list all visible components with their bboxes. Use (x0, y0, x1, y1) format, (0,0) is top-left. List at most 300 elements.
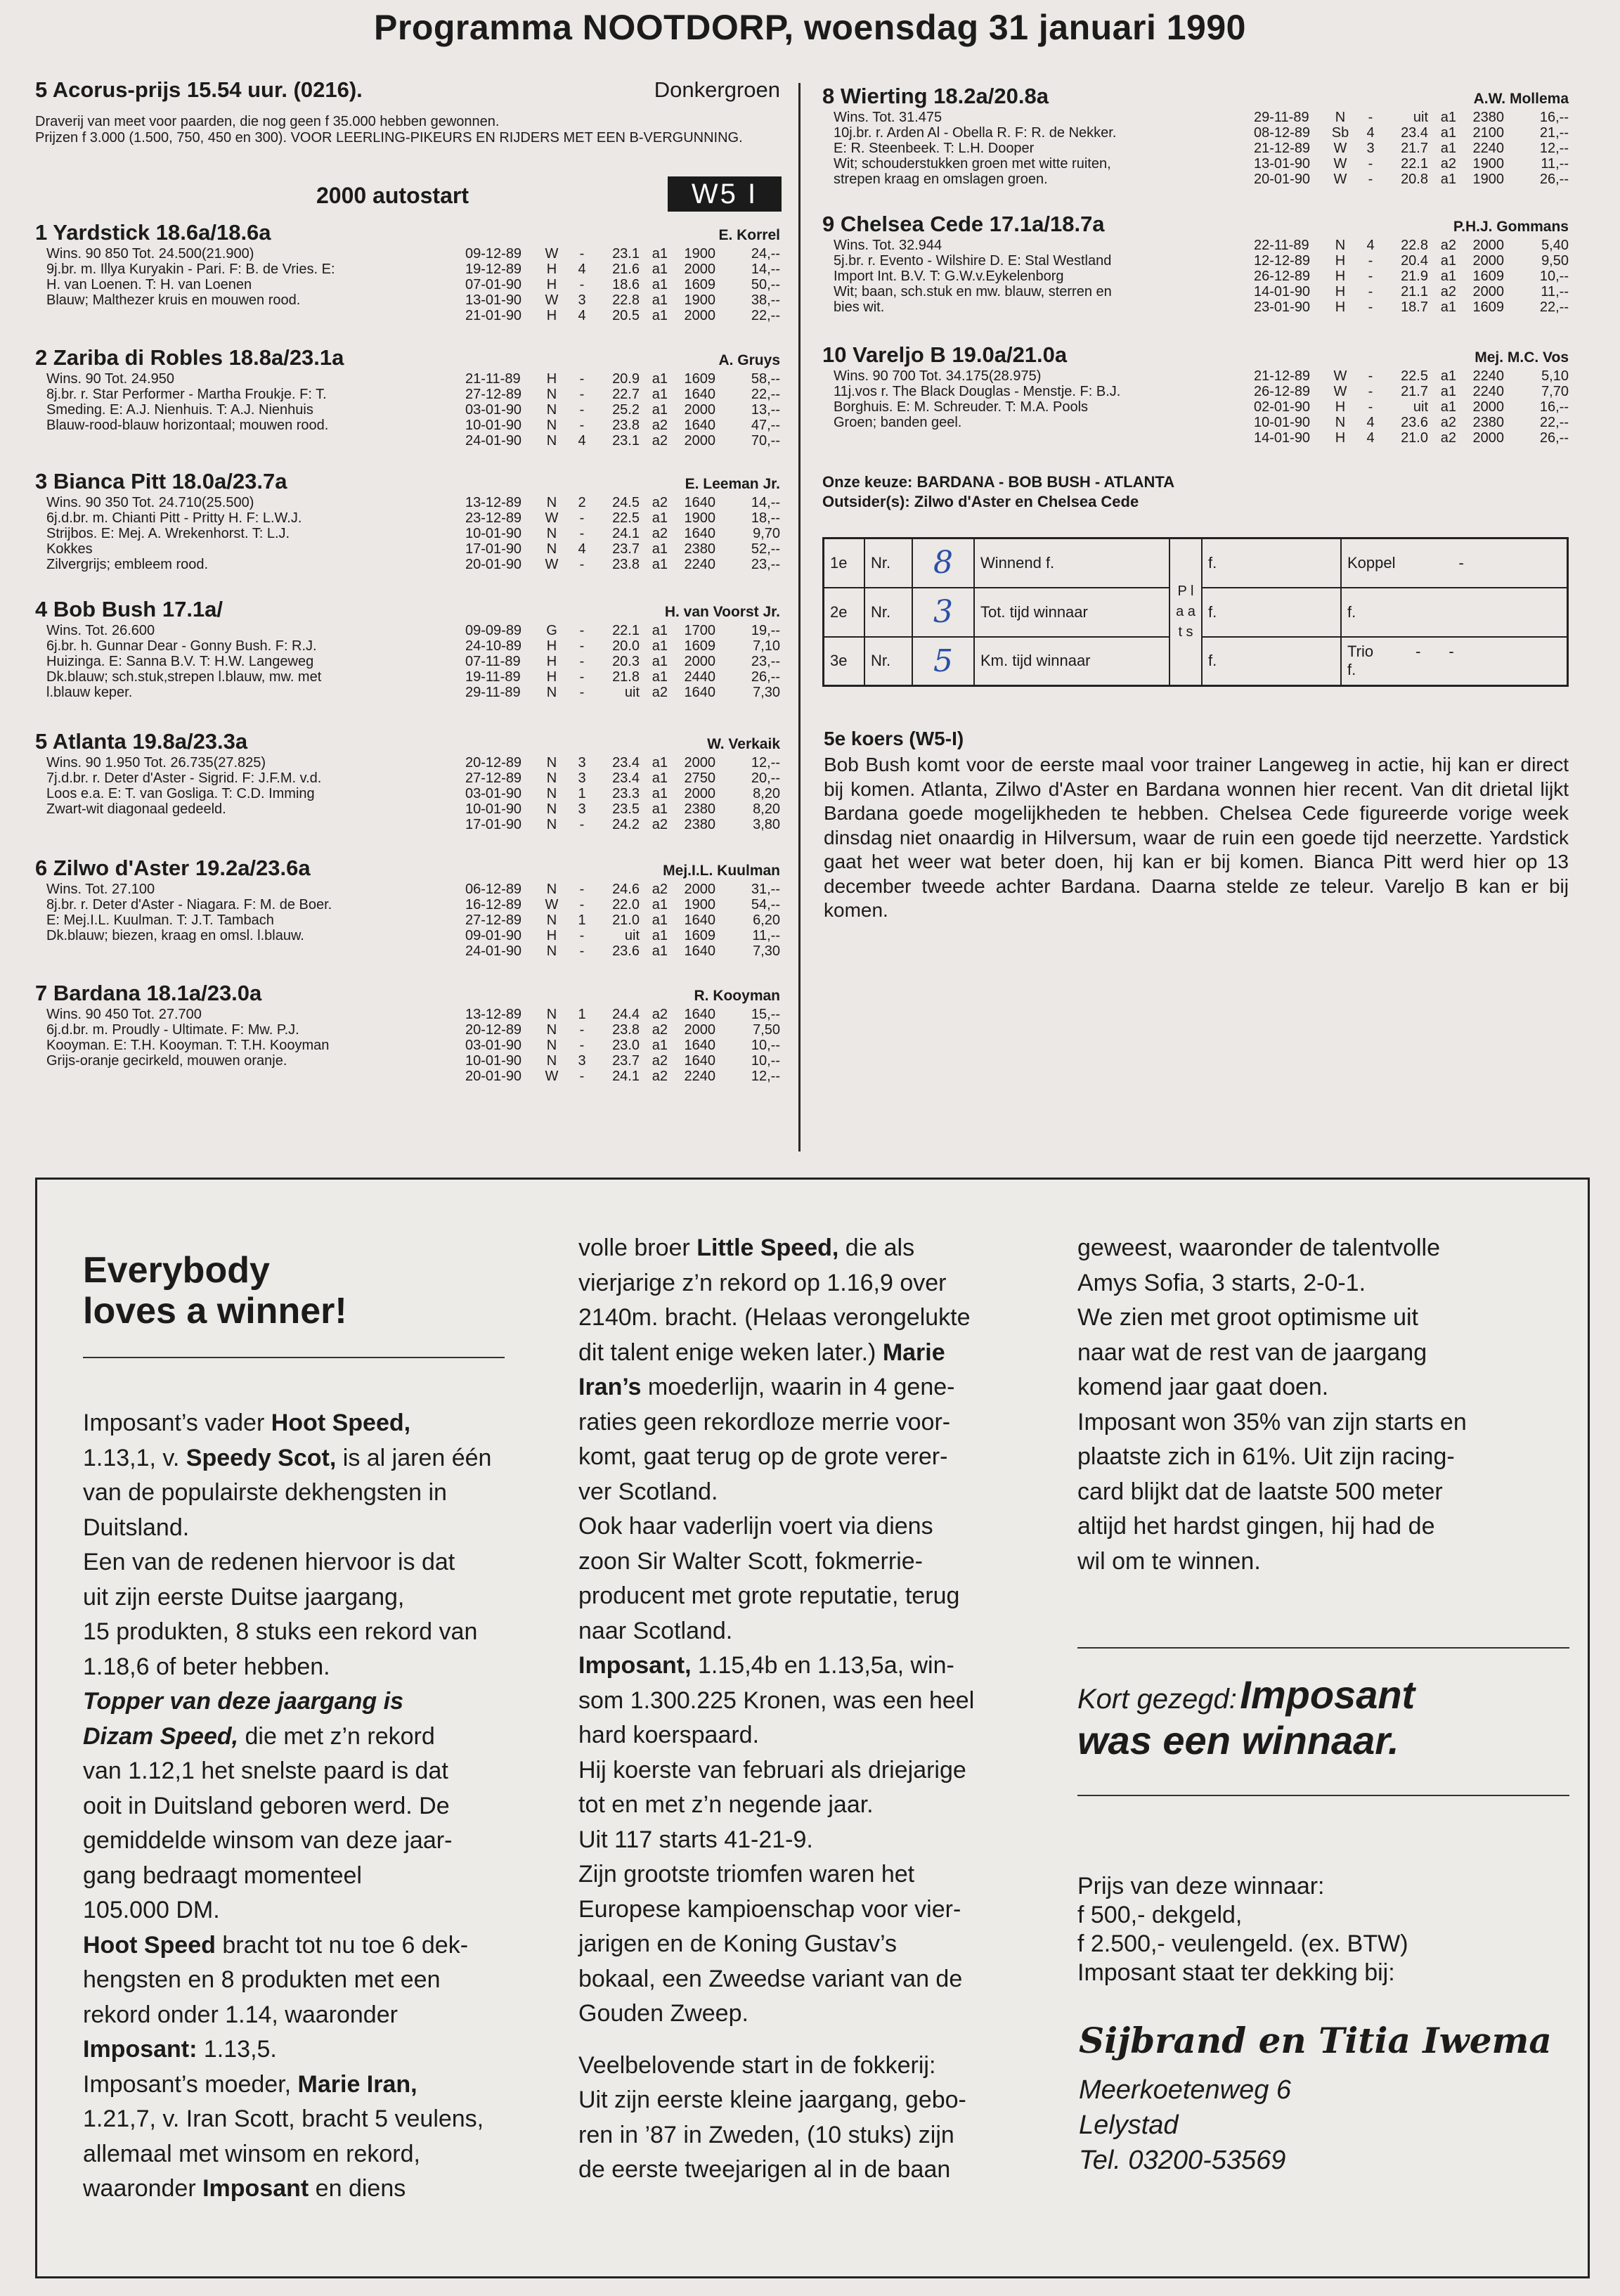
result-cell: 26-12-89 (1254, 269, 1311, 284)
result-cell: a1 (1440, 399, 1456, 415)
result-cell: N (546, 786, 557, 801)
horse-entry (35, 344, 780, 449)
horse-entry (822, 211, 1569, 315)
result-cell: H (1335, 253, 1346, 269)
phone-line: Tel. 03200-53569 (1079, 2146, 1286, 2175)
result-cell: 7,30 (753, 685, 780, 700)
result-cell: a1 (652, 308, 668, 323)
result-cell: 4 (1366, 415, 1375, 430)
ad-column-2: volle broer Little Speed, die als vierjarige z’n rekord op 1.16,9 over 2140m. bracht. (Helaas verongelukte dit talent enige weken later.) Marie Iran’s moederlijn, waarin in 4 gene- raties geen rekordloze merrie voor- komt, gaat terug op de grote verer- ver Scotland. Ook haar vaderlijn voert via diens zoon Sir Walter Scott, fokmerrie- producent met grote reputatie, terug naar Scotland. Imposant, 1.15,4b en 1.13,5a, win- som 1.300.225 Kronen, was een heel hard koerspaard. Hij koerste van februari als driejarige tot en met z’n negende jaar. Uit 117 starts 41-21-9. Zijn grootste triomfen waren het Europese kampioenschap voor vier- jarigen en de Koning Gustav’s bokaal, een Zweedse variant van de Gouden Zweep. Veelbelovende start in de fokkerij: Uit zijn eerste kleine jaargang, gebo- ren in ’87 in Zweden, (10 stuks) zijn de eerste tweejarigen al in de baan (578, 1234, 975, 2183)
result-cell: a2 (652, 418, 668, 433)
horse-entry (35, 596, 780, 700)
result-cell: 23.6 (612, 943, 640, 959)
result-cell: 22.5 (612, 510, 640, 526)
result-cell: - (579, 882, 585, 897)
prediction (822, 472, 1174, 512)
price-line: f 2.500,- veulengeld. (ex. BTW) (1077, 1930, 1408, 1957)
trio-f: f. (1347, 661, 1356, 679)
result-cell: 1900 (684, 292, 715, 308)
result-cell: 3 (578, 801, 586, 817)
result-cell: N (546, 1053, 557, 1069)
result-cell: N (1335, 238, 1346, 253)
result-cell: - (1368, 368, 1373, 384)
result-row (465, 510, 780, 526)
result-cell: 5,40 (1541, 238, 1569, 253)
result-cell: 06-12-89 (465, 882, 522, 897)
result-cell: 2000 (684, 1022, 715, 1038)
tot-tijd-label: Tot. tijd winnaar (974, 588, 1169, 637)
kort-gezegd (1077, 1672, 1569, 1763)
result-row (465, 277, 780, 292)
result-cell: 23.7 (612, 1053, 640, 1069)
result-cell: 1 (578, 786, 586, 801)
result-cell: 3 (1366, 141, 1375, 156)
result-cell: 10-01-90 (465, 1053, 522, 1069)
ad-headline (83, 1250, 347, 1331)
result-cell: 1 (578, 1007, 586, 1022)
result-row (1254, 253, 1569, 269)
trio-label: Trio (1347, 643, 1374, 661)
result-row (1254, 110, 1569, 125)
page-title: Programma NOOTDORP, woensdag 31 januari 1990 (374, 8, 1246, 47)
result-cell: a1 (652, 770, 668, 786)
result-row (1254, 430, 1569, 446)
result-cell: a1 (652, 1038, 668, 1053)
horse-info-line: Wins. Tot. 31.475 (834, 110, 942, 125)
result-cell: 19-12-89 (465, 262, 522, 277)
horse-info-line: Zilvergrijs; embleem rood. (46, 557, 209, 572)
result-cell: 4 (1366, 238, 1375, 253)
horse-name: 9 Chelsea Cede 17.1a/18.7a (822, 212, 1105, 236)
race-title: 5 Acorus-prijs 15.54 uur. (0216). (35, 77, 363, 102)
result-cell: 4 (578, 308, 586, 323)
result-cell: 16,-- (1539, 110, 1569, 125)
result-cell: N (546, 1007, 557, 1022)
result-cell: H (546, 669, 557, 685)
result-cell: W (545, 897, 559, 912)
horse-info (46, 1007, 426, 1069)
result-cell: N (546, 1022, 557, 1038)
result-cell: - (579, 1038, 585, 1053)
koppel-dash: - (1458, 553, 1464, 572)
result-cell: 23.8 (612, 418, 640, 433)
result-cell: - (579, 510, 585, 526)
result-cell: N (546, 817, 557, 832)
result-cell: 20-01-90 (465, 1069, 522, 1084)
result-cell: 21-12-89 (1254, 368, 1311, 384)
address (1079, 2072, 1291, 2178)
result-cell: 23,-- (751, 654, 780, 669)
result-cell: - (1368, 253, 1373, 269)
result-cell: 2000 (684, 262, 715, 277)
result-cell: a1 (652, 897, 668, 912)
horse-info-line: Wins. 90 850 Tot. 24.500(21.900) (46, 246, 254, 262)
result-cell: a1 (652, 387, 668, 402)
horse-entry (35, 980, 780, 1084)
result-cell: 1900 (1472, 172, 1504, 187)
result-cell: a2 (652, 882, 668, 897)
nr-label: Nr. (864, 588, 912, 637)
result-cell: 2000 (684, 433, 715, 449)
result-cell: 24,-- (751, 246, 780, 262)
result-cell: a2 (1440, 238, 1456, 253)
result-cell: - (579, 246, 585, 262)
result-cell: 22.1 (1401, 156, 1428, 172)
result-row (465, 262, 780, 277)
result-cell: 21.1 (1401, 284, 1428, 299)
horse-info-line: Wins. 90 450 Tot. 27.700 (46, 1007, 202, 1022)
result-cell: 26,-- (751, 669, 780, 685)
result-cell: 7,10 (753, 638, 780, 654)
result-cell: 27-12-89 (465, 912, 522, 928)
horse-trainer: A.W. Mollema (1473, 91, 1569, 107)
result-cell: 2000 (1472, 399, 1504, 415)
result-cell: 6,20 (753, 912, 780, 928)
result-cell: 1640 (684, 1053, 715, 1069)
result-row (465, 402, 780, 418)
result-cell: N (1335, 415, 1346, 430)
result-cell: a1 (1440, 368, 1456, 384)
result-cell: 23.4 (612, 770, 640, 786)
result-cell: W (1333, 368, 1347, 384)
race-desc-line: Draverij van meet voor paarden, die nog geen f 35.000 hebben gewonnen. (35, 114, 500, 129)
result-cell: 2240 (1472, 141, 1504, 156)
horse-entry (822, 83, 1569, 187)
result-cell: 23.1 (612, 246, 640, 262)
result-cell: N (546, 418, 557, 433)
result-cell: H (1335, 299, 1346, 315)
horse-info (46, 882, 426, 943)
result-cell: 19-11-89 (465, 669, 521, 685)
result-row (465, 801, 780, 817)
result-cell: a1 (652, 669, 668, 685)
result-row (1254, 125, 1569, 141)
horse-info-line: 6j.d.br. m. Chianti Pitt - Pritty H. F: L.W.J. (46, 510, 302, 526)
result-cell: H (546, 638, 557, 654)
result-cell: 3 (578, 770, 586, 786)
result-cell: 1 (578, 912, 586, 928)
result-cell: 26,-- (1539, 172, 1569, 187)
horse-results (465, 495, 780, 572)
result-cell: 22.5 (1401, 368, 1428, 384)
result-cell: a1 (1440, 110, 1456, 125)
horse-info (834, 368, 1213, 430)
horse-entry (35, 468, 780, 572)
horse-info-line: Dk.blauw; biezen, kraag en omsl. l.blauw. (46, 928, 304, 943)
horse-name: 4 Bob Bush 17.1a/ (35, 597, 223, 621)
result-cell: 09-01-90 (465, 928, 522, 943)
result-cell: N (546, 943, 557, 959)
result-cell: 19,-- (751, 623, 780, 638)
result-cell: 1640 (684, 1007, 715, 1022)
horse-name: 2 Zariba di Robles 18.8a/23.1a (35, 345, 344, 370)
koppel-label: Koppel (1347, 553, 1396, 572)
trio-dash: - (1449, 643, 1454, 661)
result-cell: 09-12-89 (465, 246, 522, 262)
price-block (1077, 1872, 1408, 1987)
result-cell: 29-11-89 (1254, 110, 1309, 125)
result-cell: 23-01-90 (1254, 299, 1311, 315)
horse-results (1254, 238, 1569, 315)
result-cell: 24-10-89 (465, 638, 522, 654)
horse-info-line: Smeding. E: A.J. Nienhuis. T: A.J. Nienhuis (46, 402, 313, 418)
result-row (1254, 384, 1569, 399)
result-row (465, 669, 780, 685)
horse-info-line: l.blauw keper. (46, 685, 133, 700)
horse-info (834, 238, 1213, 315)
result-cell: 47,-- (751, 418, 780, 433)
result-cell: - (579, 928, 585, 943)
horse-results (1254, 368, 1569, 446)
race-distance: 2000 autostart (316, 183, 469, 208)
result-cell: - (1368, 384, 1373, 399)
result-row (465, 943, 780, 959)
result-cell: 38,-- (751, 292, 780, 308)
result-cell: 2380 (684, 801, 715, 817)
result-cell: 22-11-89 (1254, 238, 1309, 253)
result-cell: 3 (578, 1053, 586, 1069)
horse-info-line: Wins. 90 350 Tot. 24.710(25.500) (46, 495, 254, 510)
advertisement-box (35, 1178, 1590, 2278)
result-cell: 21-01-90 (465, 308, 522, 323)
horse-info-line: Groen; banden geel. (834, 415, 962, 430)
plaats-f-1: f. (1202, 538, 1341, 588)
result-cell: 23-12-89 (465, 510, 522, 526)
result-row (465, 1022, 780, 1038)
result-cell: 08-12-89 (1254, 125, 1311, 141)
result-cell: 2380 (684, 541, 715, 557)
result-cell: a2 (1440, 284, 1456, 299)
result-cell: - (579, 623, 585, 638)
result-cell: H (546, 928, 557, 943)
result-cell: a2 (1440, 415, 1456, 430)
ad-divider (1077, 1795, 1569, 1796)
result-cell: H (1335, 284, 1346, 299)
result-cell: a1 (652, 402, 668, 418)
result-cell: H (546, 654, 557, 669)
result-cell: a1 (652, 246, 668, 262)
horse-trainer: E. Leeman Jr. (685, 476, 780, 492)
result-cell: 1640 (684, 526, 715, 541)
result-cell: - (579, 526, 585, 541)
horse-info-line: Loos e.a. E: T. van Gosliga. T: C.D. Imming (46, 786, 315, 801)
result-cell: 14-01-90 (1254, 430, 1311, 446)
result-row (465, 770, 780, 786)
result-cell: 18,-- (751, 510, 780, 526)
result-cell: 2380 (1472, 415, 1504, 430)
horse-info-line: bies wit. (834, 299, 885, 315)
horse-results (465, 371, 780, 449)
result-cell: 4 (578, 262, 586, 277)
result-cell: - (579, 943, 585, 959)
horse-info (46, 246, 426, 308)
horse-info-line: Grijs-oranje gecirkeld, mouwen oranje. (46, 1053, 287, 1069)
result-cell: 1640 (684, 495, 715, 510)
result-cell: 22.8 (1401, 238, 1428, 253)
result-row (465, 623, 780, 638)
result-cell: 24-01-90 (465, 433, 522, 449)
result-cell: 21.0 (1401, 430, 1428, 446)
horse-info (46, 623, 426, 700)
result-cell: - (579, 371, 585, 387)
result-cell: 09-09-89 (465, 623, 522, 638)
result-cell: 2000 (684, 786, 715, 801)
result-cell: 21.0 (612, 912, 640, 928)
ad-divider (83, 1357, 505, 1358)
horse-info-line: 9j.br. m. Illya Kuryakin - Pari. F: B. de Vries. E: (46, 262, 335, 277)
result-row (1254, 141, 1569, 156)
result-cell: 10-01-90 (1254, 415, 1311, 430)
horse-info-line: 8j.br. r. Star Performer - Martha Froukje. F: T. (46, 387, 327, 402)
result-cell: - (579, 654, 585, 669)
result-cell: 22.1 (612, 623, 640, 638)
result-row (1254, 172, 1569, 187)
result-cell: 13-12-89 (465, 1007, 522, 1022)
result-row (465, 897, 780, 912)
result-cell: 21.9 (1401, 269, 1428, 284)
result-cell: 16-12-89 (465, 897, 522, 912)
result-cell: a2 (1440, 430, 1456, 446)
result-cell: 2100 (1472, 125, 1504, 141)
plaats-label: P l a a t s (1169, 538, 1202, 686)
horse-info-line: Import Int. B.V. T: G.W.v.Eykelenborg (834, 269, 1064, 284)
horse-results (465, 882, 780, 959)
result-cell: N (546, 495, 557, 510)
horse-trainer: R. Kooyman (694, 988, 780, 1004)
result-cell: a1 (652, 371, 668, 387)
result-cell: N (546, 541, 557, 557)
result-cell: 13-12-89 (465, 495, 522, 510)
result-cell: 1900 (684, 897, 715, 912)
result-cell: 21-12-89 (1254, 141, 1311, 156)
horse-info-line: Wins. Tot. 26.600 (46, 623, 155, 638)
result-row (465, 882, 780, 897)
result-cell: - (579, 402, 585, 418)
result-row (465, 786, 780, 801)
result-cell: N (546, 433, 557, 449)
result-cell: 07-01-90 (465, 277, 522, 292)
kort-big: Imposant (1240, 1672, 1415, 1717)
result-cell: - (579, 669, 585, 685)
result-cell: 2440 (684, 669, 715, 685)
result-cell: 23.5 (612, 801, 640, 817)
kort-small: Kort gezegd: (1077, 1684, 1237, 1715)
result-cell: a2 (652, 1007, 668, 1022)
result-cell: N (546, 387, 557, 402)
outsider-line: Outsider(s): Zilwo d'Aster en Chelsea Cede (822, 493, 1139, 510)
horse-results (1254, 110, 1569, 187)
result-cell: 2240 (1472, 384, 1504, 399)
result-cell: 2000 (684, 755, 715, 770)
result-cell: 22.7 (612, 387, 640, 402)
result-cell: - (1368, 156, 1373, 172)
result-cell: 4 (1366, 125, 1375, 141)
result-cell: 1640 (684, 685, 715, 700)
result-cell: 20.3 (612, 654, 640, 669)
result-cell: 23.8 (612, 1022, 640, 1038)
result-cell: a1 (652, 755, 668, 770)
result-cell: 17-01-90 (465, 541, 522, 557)
result-row (1254, 156, 1569, 172)
ad-divider (1077, 1647, 1569, 1649)
result-row (465, 1038, 780, 1053)
result-cell: 2000 (684, 882, 715, 897)
result-cell: a2 (652, 433, 668, 449)
horse-info-line: Wins. Tot. 32.944 (834, 238, 942, 253)
result-cell: 22,-- (751, 387, 780, 402)
horse-name: 6 Zilwo d'Aster 19.2a/23.6a (35, 856, 311, 880)
km-tijd-label: Km. tijd winnaar (974, 637, 1169, 686)
result-cell: 23.4 (612, 755, 640, 770)
horse-trainer: W. Verkaik (707, 736, 780, 752)
result-cell: 70,-- (751, 433, 780, 449)
result-cell: 22.0 (612, 897, 640, 912)
result-cell: W (545, 557, 559, 572)
result-cell: 15,-- (751, 1007, 780, 1022)
horse-entry (35, 219, 780, 323)
bet-badge: W5 I (668, 176, 782, 212)
horse-info-line: Wins. Tot. 27.100 (46, 882, 155, 897)
result-cell: N (546, 912, 557, 928)
result-cell: a2 (652, 1053, 668, 1069)
result-cell: 20.8 (1401, 172, 1428, 187)
result-row (465, 1053, 780, 1069)
result-row (465, 557, 780, 572)
koppel-cell (1341, 538, 1568, 588)
result-row (465, 371, 780, 387)
address-line: Lelystad (1079, 2110, 1179, 2140)
result-cell: H (1335, 399, 1346, 415)
result-cell: - (579, 418, 585, 433)
result-cell: - (579, 897, 585, 912)
result-cell: 23.7 (612, 541, 640, 557)
horse-info-line: 10j.br. r. Arden Al - Obella R. F: R. de Nekker. (834, 125, 1117, 141)
horse-info-line: Wins. 90 700 Tot. 34.175(28.975) (834, 368, 1042, 384)
result-cell: 22,-- (1539, 415, 1569, 430)
result-cell: N (1335, 110, 1346, 125)
result-cell: - (579, 817, 585, 832)
result-cell: 16,-- (1539, 399, 1569, 415)
result-cell: 2 (578, 495, 586, 510)
result-cell: 24.4 (612, 1007, 640, 1022)
result-cell: 23.8 (612, 557, 640, 572)
result-row (465, 308, 780, 323)
result-cell: W (1333, 172, 1347, 187)
horse-info-line: 11j.vos r. The Black Douglas - Menstje. F: B.J. (834, 384, 1121, 399)
result-cell: 7,70 (1541, 384, 1569, 399)
second-number: 3 (912, 588, 974, 637)
result-cell: a1 (1440, 141, 1456, 156)
result-cell: 20.9 (612, 371, 640, 387)
result-row (1254, 399, 1569, 415)
result-cell: 10-01-90 (465, 801, 522, 817)
result-cell: W (545, 292, 559, 308)
result-cell: H (546, 277, 557, 292)
result-cell: a1 (652, 943, 668, 959)
result-row (465, 912, 780, 928)
result-cell: a1 (1440, 253, 1456, 269)
result-row (1254, 269, 1569, 284)
result-cell: 11,-- (1541, 156, 1569, 172)
result-row (1254, 415, 1569, 430)
result-row (465, 246, 780, 262)
result-cell: a2 (652, 495, 668, 510)
result-cell: W (545, 1069, 559, 1084)
horse-entry (35, 728, 780, 832)
result-cell: W (1333, 156, 1347, 172)
horse-info-line: Strijbos. E: Mej. A. Wrekenhorst. T: L.J. (46, 526, 290, 541)
result-cell: 21.6 (612, 262, 640, 277)
